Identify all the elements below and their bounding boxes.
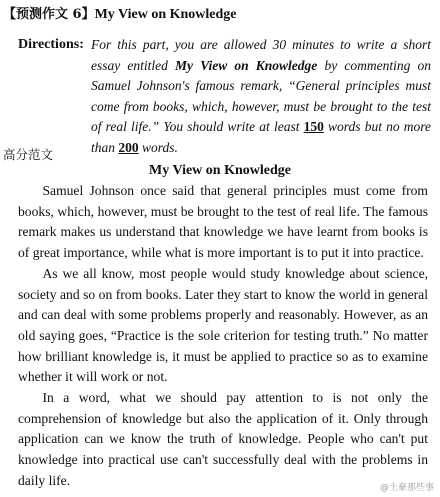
prompt-number: 【预测作文 6】	[3, 7, 95, 22]
max-word-count: 200	[118, 139, 139, 155]
min-word-count: 150	[303, 119, 324, 134]
prompt-title: My View on Knowledge	[94, 7, 237, 22]
essay-paragraph-2: As we all know, most people would study knowledge about science, society and so on from books. Later they start to know the world in general and can deal with some problems properly and reasonably. However, as an old saying goes, “Practice is the sole criterion for testing truth.” No matter how brilliant knowledge is, it must be applied to practice so as to examine whether it will work or not.	[18, 265, 428, 385]
directions-text: For this part, you are allowed 30 minutes to write a short essay entitled My View on Knowledge by commenting on Samuel Johnson's famous remark, “General principles must come from books, which, however, must be brought to the test of real life.” You should write at least 150 words but no more than 200 words.	[91, 37, 431, 155]
prompt-heading	[3, 6, 237, 24]
directions-label: Directions:	[18, 37, 84, 52]
sample-essay-label: 高分范文	[3, 147, 54, 162]
essay-paragraph-1: Samuel Johnson once said that general principles must come from books, which, however, must be brought to the test of real life. The famous remark makes us understand that knowledge we have learnt from books is of great importance, while what is more important is to put it into practice.	[18, 183, 428, 261]
directions-essay-title: My View on Knowledge	[175, 57, 318, 73]
watermark: @土豪那些事	[379, 483, 434, 493]
essay-title: My View on Knowledge	[149, 163, 291, 178]
essay-body	[18, 181, 428, 492]
essay-paragraph-3: In a word, what we should pay attention to is not only the comprehension of knowledge but also the application of it. Only through application can we know the truth of knowledge. People who can't put knowledge into practical use can't successfully deal with the problems in daily life.	[18, 390, 428, 488]
